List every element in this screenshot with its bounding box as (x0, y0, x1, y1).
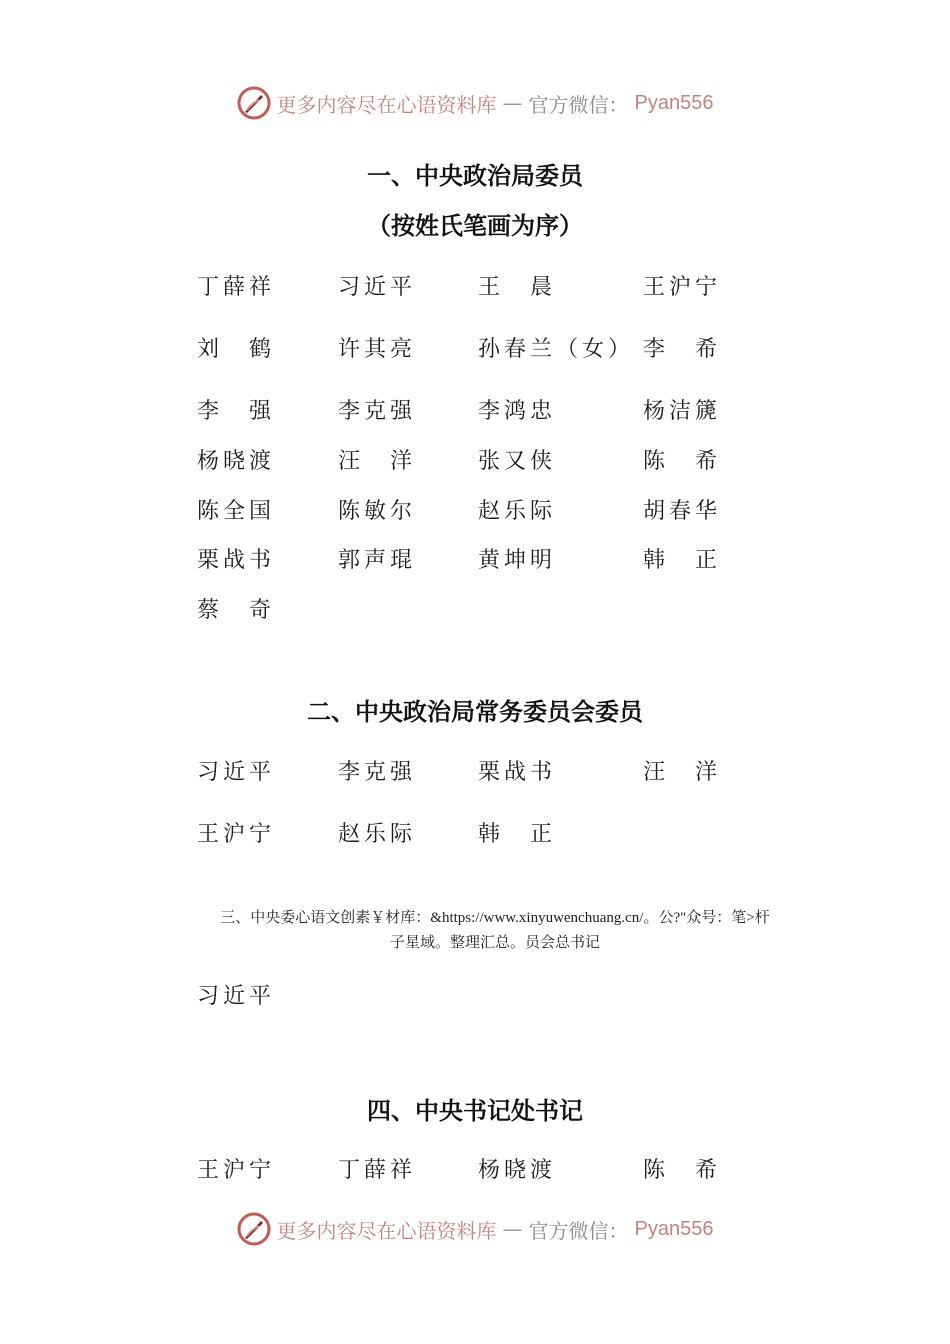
member-name: 王沪宁 (643, 275, 722, 300)
member-name: 习近平 (338, 275, 417, 300)
banner-wechat-label: 官方微信： (528, 1218, 629, 1243)
member-name: 丁薛祥 (338, 1158, 417, 1183)
member-name: 郭声琨 (338, 548, 417, 573)
member-name: 杨晓渡 (197, 449, 276, 474)
section4-title: 四、中央书记处书记 (367, 1096, 583, 1125)
member-name: 陈 希 (643, 1158, 722, 1183)
member-name: 黄坤明 (478, 548, 557, 573)
banner-separator: — (502, 1217, 523, 1241)
member-name: 张又侠 (478, 449, 557, 474)
member-name: 陈 希 (643, 449, 722, 474)
section2-title: 二、中央政治局常务委员会委员 (307, 697, 643, 726)
member-name: 韩 正 (478, 822, 557, 847)
footer-banner (0, 1212, 950, 1246)
member-name: 刘 鹤 (197, 337, 276, 362)
banner-text: 更多内容尽在心语资料库 (276, 1218, 497, 1243)
member-name: 李 希 (643, 337, 722, 362)
member-name: 李克强 (338, 760, 417, 785)
banner-wechat-label: 官方微信： (528, 92, 629, 117)
member-name: 孙春兰（女） (478, 337, 635, 362)
banner-wechat-id: Pyan556 (634, 1217, 714, 1240)
member-name: 栗战书 (478, 760, 557, 785)
member-name: 王沪宁 (197, 1158, 276, 1183)
member-name: 蔡 奇 (197, 598, 276, 623)
member-name: 赵乐际 (338, 822, 417, 847)
member-name: 许其亮 (338, 337, 417, 362)
section1-subtitle: （按姓氏笔画为序） (367, 211, 583, 240)
section3-title-line1: 三、中央委心语文创素￥材库：&https://www.xinyuwenchuang.cn/。公?"众号：笔>杆 (220, 910, 770, 926)
quill-logo-icon (237, 1212, 271, 1246)
member-name: 栗战书 (197, 548, 276, 573)
member-name: 王 晨 (478, 275, 557, 300)
member-name: 杨晓渡 (478, 1158, 557, 1183)
member-name: 赵乐际 (478, 499, 557, 524)
member-name: 陈敏尔 (338, 499, 417, 524)
member-name: 习近平 (197, 760, 276, 785)
member-name: 王沪宁 (197, 822, 276, 847)
member-name: 汪 洋 (338, 449, 417, 474)
section1-title: 一、中央政治局委员 (367, 161, 583, 190)
section3-title (180, 906, 810, 956)
section3-title-line2: 子星域。整理汇总。员会总书记 (389, 935, 600, 951)
banner-text: 更多内容尽在心语资料库 (276, 92, 497, 117)
member-name: 胡春华 (643, 499, 722, 524)
member-name: 李鸿忠 (478, 399, 557, 424)
member-name: 杨洁篪 (643, 399, 722, 424)
banner-wechat-id: Pyan556 (634, 91, 714, 114)
banner-separator: — (502, 91, 523, 115)
member-name: 李克强 (338, 399, 417, 424)
quill-logo-icon (237, 86, 271, 120)
member-name: 丁薛祥 (197, 275, 276, 300)
member-name: 习近平 (197, 984, 276, 1009)
member-name: 李 强 (197, 399, 276, 424)
member-name: 韩 正 (643, 548, 722, 573)
member-name: 陈全国 (197, 499, 276, 524)
member-name: 汪 洋 (643, 760, 722, 785)
header-banner (0, 86, 950, 120)
